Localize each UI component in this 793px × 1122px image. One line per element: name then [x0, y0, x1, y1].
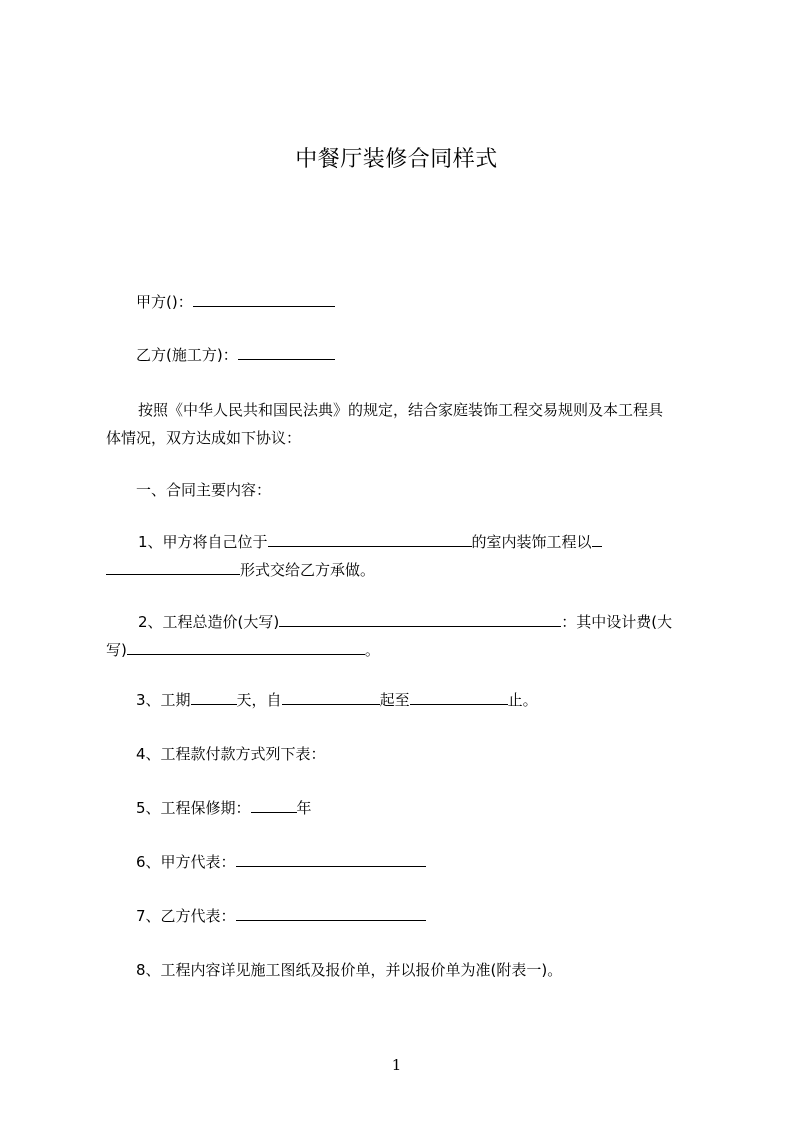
item-6-line: 6、甲方代表： [136, 852, 426, 872]
document-title: 中餐厅装修合同样式 [295, 147, 498, 172]
item-2-line-1: 2、工程总造价(大写) ：其中设计费(大 [138, 613, 673, 631]
item-3-days-blank[interactable] [191, 690, 237, 705]
party-b-label: 乙方(施工方)： [136, 346, 238, 364]
item-1-line-2: 形式交给乙方承做。 [106, 556, 702, 584]
party-a-blank[interactable] [193, 292, 335, 307]
item-4-line: 4、工程款付款方式列下表： [136, 745, 326, 763]
item-5-years-blank[interactable] [251, 798, 297, 813]
page-number: 1 [391, 1056, 402, 1074]
party-a-rep-blank[interactable] [236, 852, 426, 867]
item-3-line: 3、工期 天，自 起至 止。 [136, 691, 538, 709]
item-3-end-blank[interactable] [410, 690, 508, 705]
item-3-start-blank[interactable] [282, 690, 380, 705]
party-b-blank[interactable] [238, 345, 335, 360]
item-1-line-1: 1、甲方将自己位于 的室内装饰工程以 [106, 528, 702, 556]
intro-paragraph [106, 396, 702, 452]
item-2-design-fee-blank[interactable] [127, 640, 365, 655]
item-2-line-2: 写) 。 [106, 641, 380, 659]
item-1-form-blank-a[interactable] [592, 532, 602, 547]
party-b-rep-blank[interactable] [236, 906, 426, 921]
item-1-form-blank-b[interactable] [106, 560, 240, 575]
party-b-line [136, 345, 335, 365]
section-1-heading: 一、合同主要内容： [136, 481, 272, 499]
item-8-line: 8、工程内容详见施工图纸及报价单，并以报价单为准(附表一)。 [136, 961, 563, 979]
party-a-line [136, 292, 335, 312]
party-a-label: 甲方()： [136, 293, 193, 311]
intro-line-1: 按照《中华人民共和国民法典》的规定，结合家庭装饰工程交易规则及本工程具 [138, 401, 664, 419]
item-2-total-blank[interactable] [279, 612, 561, 627]
item-1-paragraph [106, 528, 702, 584]
item-2-paragraph [106, 608, 702, 664]
intro-line-2: 体情况，双方达成如下协议： [106, 429, 302, 447]
item-1-location-blank[interactable] [268, 532, 472, 547]
item-5-line: 5、工程保修期： 年 [136, 799, 312, 817]
item-7-line: 7、乙方代表： [136, 906, 426, 926]
